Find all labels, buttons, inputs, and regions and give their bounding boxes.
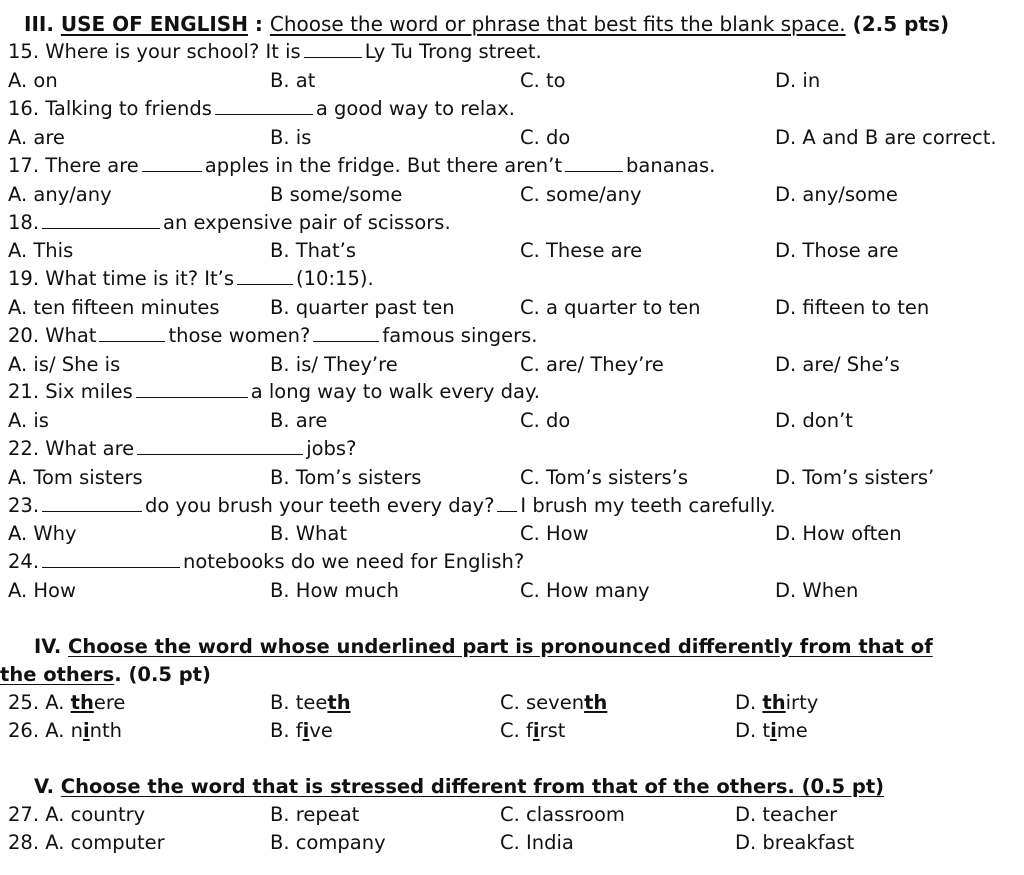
q24-option-b: B. How much	[270, 579, 399, 602]
q22-option-b: B. Tom’s sisters	[270, 466, 422, 489]
q23-text-start: 23.	[8, 494, 40, 517]
q23-blank-2	[497, 494, 517, 512]
q20-option-b: B. is/ They’re	[270, 353, 398, 376]
q18-option-b: B. That’s	[270, 239, 356, 262]
q20-text-middle: those women?	[168, 324, 311, 347]
q24-text-end: notebooks do we need for English?	[183, 550, 525, 573]
q27-option-d: D. teacher	[735, 803, 838, 826]
q16-text-end: a good way to relax.	[315, 97, 515, 120]
q15-option-b: B. at	[270, 69, 316, 92]
q27-option-a	[8, 803, 145, 827]
q20-blank-2	[313, 324, 379, 342]
section-4-title-line-2: the others	[0, 663, 115, 686]
q21-option-b: B. are	[270, 409, 328, 432]
q23-blank-1	[42, 494, 142, 512]
q26-b-pre: B. f	[270, 719, 303, 742]
q25-b-pre: B. tee	[270, 691, 328, 714]
q15-text-start: 15. Where is your school? It is	[8, 40, 301, 63]
q26-d-underlined: i	[770, 719, 777, 742]
section-3-title: USE OF ENGLISH	[60, 12, 248, 36]
q26-option-b	[270, 719, 333, 743]
q18-text-start: 18.	[8, 211, 40, 234]
q27-option-c: C. classroom	[500, 803, 625, 826]
section-3-instruction: Choose the word or phrase that best fits the blank space.	[269, 12, 846, 36]
section-5-heading	[34, 775, 884, 799]
q15-blank	[304, 40, 362, 58]
q18-blank	[42, 211, 160, 229]
q22-option-a: A. Tom sisters	[8, 466, 143, 489]
section-5-title: Choose the word that is stressed different from that of the others. (0.5 pt)	[60, 775, 885, 798]
q28-a-text: A. computer	[45, 831, 165, 854]
q26-b-underlined: i	[302, 719, 310, 742]
q28-option-c: C. India	[500, 831, 574, 854]
q26-c-underlined: i	[532, 719, 540, 742]
q19-option-a: A. ten fifteen minutes	[8, 296, 220, 319]
q18-option-c: C. These are	[520, 239, 643, 262]
q17-option-a: A. any/any	[8, 183, 112, 206]
q19-text-start: 19. What time is it? It’s	[8, 267, 235, 290]
section-4-points: . (0.5 pt)	[114, 663, 211, 686]
q28-option-b: B. company	[270, 831, 386, 854]
q15-text-end: Ly Tu Trong street.	[364, 40, 542, 63]
q26-option-d	[735, 719, 808, 743]
q25-d-underlined: th	[762, 691, 786, 714]
section-3-colon: :	[247, 12, 270, 36]
q23-text-end: I brush my teeth carefully.	[520, 494, 776, 517]
q25-option-c	[500, 691, 607, 715]
section-4-heading-line-2	[0, 663, 211, 687]
q16-text-start: 16. Talking to friends	[8, 97, 212, 120]
q25-d-pre: D.	[735, 691, 763, 714]
q17-text-start: 17. There are	[8, 154, 139, 177]
question-19	[8, 267, 374, 291]
section-3-number: III.	[24, 12, 54, 36]
q26-a-post: nth	[89, 719, 123, 742]
q18-option-d: D. Those are	[775, 239, 899, 262]
q19-option-b: B. quarter past ten	[270, 296, 455, 319]
question-20	[8, 324, 537, 348]
q24-option-d: D. When	[775, 579, 859, 602]
q16-blank	[215, 97, 313, 115]
q23-option-d: D. How often	[775, 522, 902, 545]
q15-option-c: C. to	[520, 69, 566, 92]
q22-blank	[137, 437, 303, 455]
q17-text-end: bananas.	[626, 154, 716, 177]
q28-option-d: D. breakfast	[735, 831, 855, 854]
q16-option-d: D. A and B are correct.	[775, 126, 997, 149]
q17-option-c: C. some/any	[520, 183, 642, 206]
q16-option-b: B. is	[270, 126, 312, 149]
q26-a-underlined: i	[82, 719, 90, 742]
q21-option-a: A. is	[8, 409, 49, 432]
q24-option-a: A. How	[8, 579, 76, 602]
q22-option-c: C. Tom’s sisters’s	[520, 466, 689, 489]
q21-text-start: 21. Six miles	[8, 380, 133, 403]
q21-text-end: a long way to walk every day.	[250, 380, 540, 403]
question-17	[8, 154, 715, 178]
q28-number: 28.	[8, 831, 40, 854]
q16-option-a: A. are	[8, 126, 65, 149]
q17-text-middle: apples in the fridge. But there aren’t	[204, 154, 563, 177]
q15-option-d: D. in	[775, 69, 821, 92]
section-4-heading-line-1	[34, 635, 933, 659]
q27-option-b: B. repeat	[270, 803, 360, 826]
q25-b-underlined: th	[327, 691, 351, 714]
section-3-points: (2.5 pts)	[852, 12, 950, 36]
question-16	[8, 97, 515, 121]
q25-option-d	[735, 691, 818, 715]
q22-text-end: jobs?	[306, 437, 357, 460]
q23-option-a: A. Why	[8, 522, 77, 545]
q17-option-b: B some/some	[270, 183, 403, 206]
section-4-number: IV.	[34, 635, 62, 658]
question-15	[8, 40, 542, 64]
q26-b-post: ve	[309, 719, 333, 742]
q16-option-c: C. do	[520, 126, 571, 149]
section-4-title-line-1: Choose the word whose underlined part is pronounced differently from that of	[68, 635, 933, 658]
q21-option-c: C. do	[520, 409, 571, 432]
q25-number: 25.	[8, 691, 40, 714]
q19-text-end: (10:15).	[296, 267, 374, 290]
q26-option-a	[8, 719, 122, 743]
q20-option-a: A. is/ She is	[8, 353, 121, 376]
q24-blank	[42, 550, 180, 568]
q25-option-a	[8, 691, 125, 715]
q24-option-c: C. How many	[520, 579, 650, 602]
q21-blank	[136, 380, 248, 398]
q26-option-c	[500, 719, 565, 743]
q20-blank-1	[99, 324, 165, 342]
q25-d-post: irty	[785, 691, 819, 714]
q19-option-d: D. fifteen to ten	[775, 296, 930, 319]
q23-text-middle: do you brush your teeth every day?	[145, 494, 495, 517]
q28-option-a	[8, 831, 165, 855]
q25-a-post: ere	[93, 691, 126, 714]
q20-text-start: 20. What	[8, 324, 97, 347]
question-21	[8, 380, 540, 404]
q23-option-b: B. What	[270, 522, 348, 545]
q17-option-d: D. any/some	[775, 183, 898, 206]
q22-text-start: 22. What are	[8, 437, 135, 460]
q27-a-text: A. country	[45, 803, 146, 826]
q26-d-pre: D. t	[735, 719, 771, 742]
q17-blank-1	[142, 154, 202, 172]
q24-text-start: 24.	[8, 550, 40, 573]
section-3-heading	[24, 12, 949, 36]
q25-a-pre: A.	[45, 691, 71, 714]
q26-a-pre: A. n	[45, 719, 83, 742]
q20-option-d: D. are/ She’s	[775, 353, 900, 376]
q22-option-d: D. Tom’s sisters’	[775, 466, 935, 489]
q23-option-c: C. How	[520, 522, 589, 545]
q17-blank-2	[565, 154, 623, 172]
q25-c-pre: C. seven	[500, 691, 585, 714]
q26-c-pre: C. f	[500, 719, 533, 742]
q25-option-b	[270, 691, 351, 715]
q18-text-end: an expensive pair of scissors.	[163, 211, 451, 234]
question-23	[8, 494, 776, 518]
q27-number: 27.	[8, 803, 40, 826]
q26-number: 26.	[8, 719, 40, 742]
q26-d-post: me	[776, 719, 808, 742]
q21-option-d: D. don’t	[775, 409, 853, 432]
section-5-number: V.	[34, 775, 54, 798]
question-22	[8, 437, 356, 461]
q20-option-c: C. are/ They’re	[520, 353, 664, 376]
question-24	[8, 550, 524, 574]
q26-c-post: rst	[539, 719, 566, 742]
q20-text-end: famous singers.	[382, 324, 538, 347]
q18-option-a: A. This	[8, 239, 74, 262]
question-18	[8, 211, 451, 235]
q25-a-underlined: th	[70, 691, 94, 714]
q15-option-a: A. on	[8, 69, 58, 92]
q19-blank	[237, 267, 293, 285]
q19-option-c: C. a quarter to ten	[520, 296, 701, 319]
q25-c-underlined: th	[584, 691, 608, 714]
